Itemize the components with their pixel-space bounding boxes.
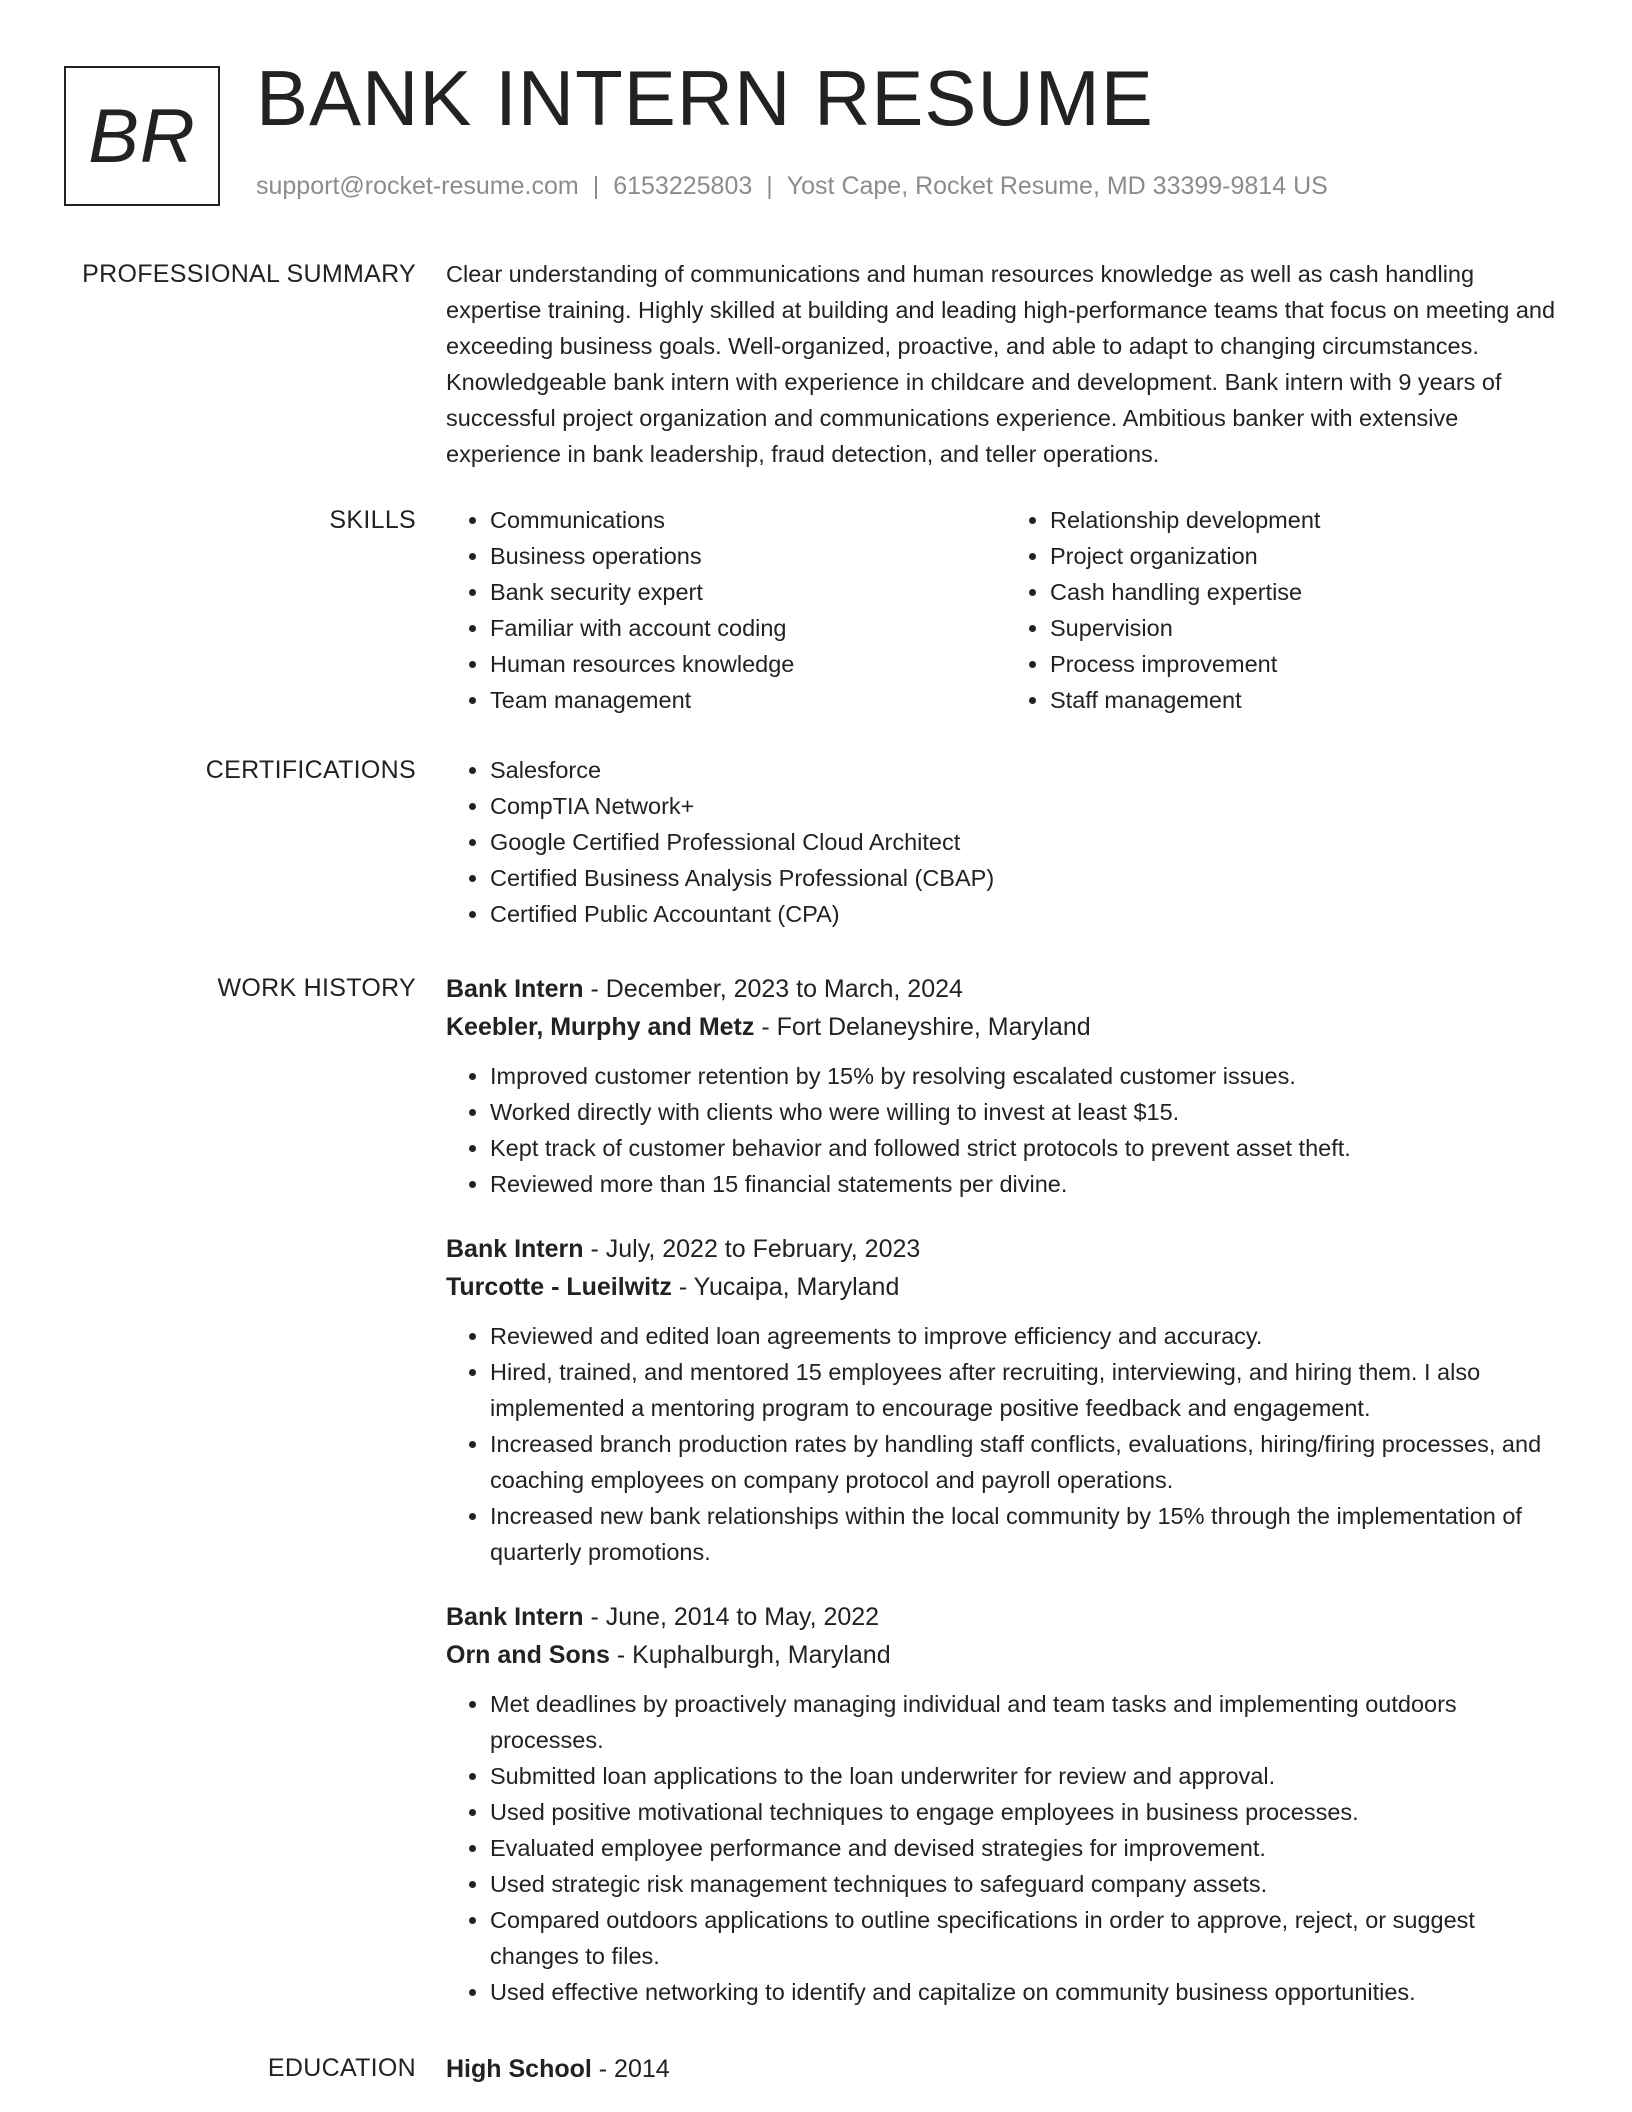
skill-item: • Familiar with account coding [490,610,1006,646]
job-title: Bank Intern [446,975,584,1003]
education-line [446,2050,1566,2088]
job-location: - Yucaipa, Maryland [671,1273,900,1301]
certifications-list [446,752,1566,932]
section-label-skills: SKILLS [329,506,416,534]
job-title: Bank Intern [446,1235,584,1263]
skill-item: • Human resources knowledge [490,646,1006,682]
skill-item: • Supervision [1050,610,1566,646]
certification-item: • Certified Public Accountant (CPA) [490,896,1566,932]
section-label-education: EDUCATION [267,2054,416,2082]
contact-address: Yost Cape, Rocket Resume, MD 33399-9814 US [786,172,1328,200]
job-bullet: • Compared outdoors applications to outline specifications in order to approve, reject, or suggest changes to files. [490,1902,1566,1974]
education-degree: High School [446,2055,592,2083]
job-company: Turcotte - Lueilwitz [446,1273,672,1301]
job-title-line [446,1230,1566,1268]
skill-item: • Bank security expert [490,574,1006,610]
job-entry [446,1230,1566,1570]
job-company-line [446,1268,1566,1306]
certification-item: • Google Certified Professional Cloud Architect [490,824,1566,860]
job-bullet: • Reviewed and edited loan agreements to improve efficiency and accuracy. [490,1318,1566,1354]
skill-item: • Communications [490,502,1006,538]
job-dates: - June, 2014 to May, 2022 [583,1603,880,1631]
job-location: - Kuphalburgh, Maryland [609,1641,891,1669]
education-year: - 2014 [591,2055,670,2083]
job-bullet: • Submitted loan applications to the loan underwriter for review and approval. [490,1758,1566,1794]
job-dates: - December, 2023 to March, 2024 [583,975,963,1003]
job-bullet: • Increased branch production rates by handling staff conflicts, evaluations, hiring/firing processes, and coaching employees on company protocol and payroll operations. [490,1426,1566,1498]
job-bullet: • Used positive motivational techniques to engage employees in business processes. [490,1794,1566,1830]
skill-item: • Project organization [1050,538,1566,574]
job-title-line [446,1598,1566,1636]
job-company: Orn and Sons [446,1641,610,1669]
job-bullet: • Hired, trained, and mentored 15 employees after recruiting, interviewing, and hiring them. I also implemented a mentoring program to encourage positive feedback and engagement. [490,1354,1566,1426]
job-title-line [446,970,1566,1008]
job-dates: - July, 2022 to February, 2023 [583,1235,921,1263]
certification-item: • CompTIA Network+ [490,788,1566,824]
job-bullet: • Used effective networking to identify and capitalize on community business opportunities. [490,1974,1566,2010]
certification-item: • Salesforce [490,752,1566,788]
section-label-certifications: CERTIFICATIONS [205,756,416,784]
job-title: Bank Intern [446,1603,584,1631]
job-bullet: • Kept track of customer behavior and followed strict protocols to prevent asset theft. [490,1130,1566,1166]
job-bullet: • Worked directly with clients who were willing to invest at least $15. [490,1094,1566,1130]
skill-item: • Process improvement [1050,646,1566,682]
job-bullet: • Evaluated employee performance and devised strategies for improvement. [490,1830,1566,1866]
skill-item: • Team management [490,682,1006,718]
job-company: Keebler, Murphy and Metz [446,1013,755,1041]
contact-separator: | [592,172,600,200]
contact-line [256,172,1328,201]
job-bullet: • Met deadlines by proactively managing individual and team tasks and implementing outdoors processes. [490,1686,1566,1758]
job-bullet: • Reviewed more than 15 financial statements per divine. [490,1166,1566,1202]
job-bullets [446,1318,1566,1570]
job-bullet: • Increased new bank relationships within the local community by 15% through the implementation of quarterly promotions. [490,1498,1566,1570]
job-entry [446,970,1566,1202]
summary-text: Clear understanding of communications and human resources knowledge as well as cash handling expertise training. Highly skilled at building and leading high-performance teams that focus on meeting and exceeding business goals. Well-organized, proactive, and able to adapt to changing circumstances. Knowledgeable bank intern with experience in childcare and development. Bank intern with 9 years of successful project organization and communications experience. Ambitious banker with extensive experience in bank leadership, fraud detection, and teller operations. [446,261,1556,467]
job-bullets [446,1058,1566,1202]
section-label-work: WORK HISTORY [217,974,416,1002]
skill-item: • Business operations [490,538,1006,574]
job-bullet: • Used strategic risk management techniques to safeguard company assets. [490,1866,1566,1902]
contact-phone: 6153225803 [613,172,753,200]
skill-item: • Cash handling expertise [1050,574,1566,610]
job-entry [446,1598,1566,2010]
contact-separator: | [766,172,773,200]
skills-list-right [1006,502,1566,718]
job-bullet: • Improved customer retention by 15% by resolving escalated customer issues. [490,1058,1566,1094]
contact-email: support@rocket-resume.com [256,172,579,200]
job-location: - Fort Delaneyshire, Maryland [754,1013,1091,1041]
skill-item: • Staff management [1050,682,1566,718]
resume-title: BANK INTERN RESUME [256,54,1154,142]
skill-item: • Relationship development [1050,502,1566,538]
skills-list-left [446,502,1006,718]
monogram-logo: BR [64,66,220,206]
job-bullets [446,1686,1566,2010]
job-company-line [446,1636,1566,1674]
section-label-summary: PROFESSIONAL SUMMARY [82,260,416,288]
job-company-line [446,1008,1566,1046]
certification-item: • Certified Business Analysis Professional (CBAP) [490,860,1566,896]
